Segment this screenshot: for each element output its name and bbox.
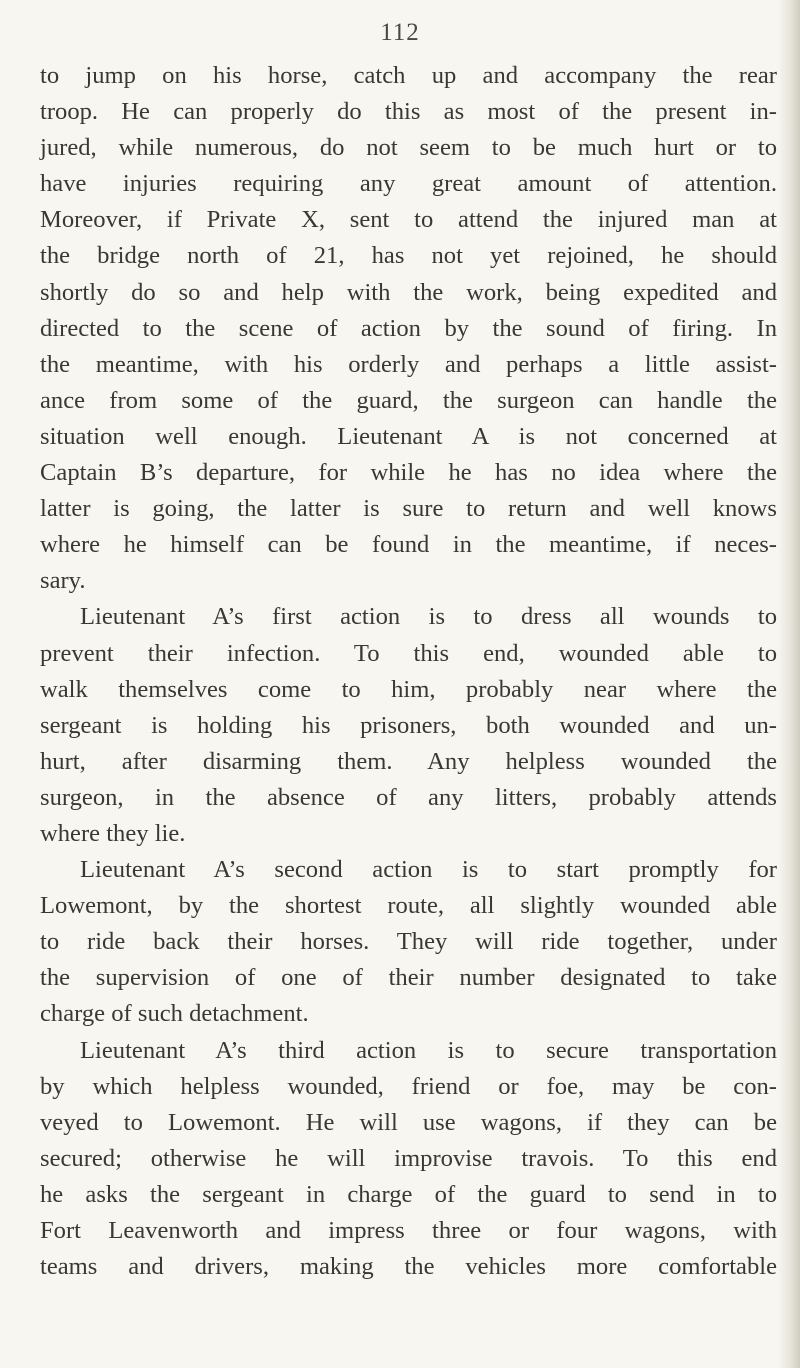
text-line: ance from some of the guard, the surgeon can handle the: [40, 386, 777, 414]
text-line: shortly do so and help with the work, being expedited and: [40, 278, 777, 306]
text-line: where he himself can be found in the meantime, if neces-: [40, 531, 777, 559]
text-line: where they lie.: [40, 819, 186, 847]
text-line: the meantime, with his orderly and perhaps a little assist-: [40, 350, 777, 378]
text-line: Lieutenant A’s second action is to start promptly for: [80, 856, 777, 884]
text-line: the supervision of one of their number designated to take: [40, 964, 777, 992]
text-line: Fort Leavenworth and impress three or four wagons, with: [40, 1217, 777, 1244]
text-line: the bridge north of 21, has not yet rejoined, he should: [40, 242, 777, 270]
text-line: he asks the sergeant in charge of the guard to send in to: [40, 1180, 777, 1208]
text-line: Lowemont, by the shortest route, all slightly wounded able: [40, 892, 777, 920]
text-line: situation well enough. Lieutenant A is not concerned at: [40, 422, 777, 450]
body-text: [40, 58, 777, 1285]
text-line: prevent their infection. To this end, wounded able to: [40, 639, 777, 667]
text-line: teams and drivers, making the vehicles more comfortable: [40, 1253, 777, 1281]
text-line: Lieutenant A’s first action is to dress all wounds to: [80, 603, 777, 631]
text-line: Lieutenant A’s third action is to secure transportation: [80, 1036, 777, 1064]
text-line: charge of such detachment.: [40, 1000, 309, 1028]
text-line: Moreover, if Private X, sent to attend the injured man at: [40, 206, 777, 234]
text-line: to jump on his horse, catch up and accompany the rear: [40, 62, 777, 89]
text-line: veyed to Lowemont. He will use wagons, if they can be: [40, 1108, 777, 1136]
text-line: secured; otherwise he will improvise travois. To this end: [40, 1144, 777, 1172]
page-number: 112: [380, 19, 420, 46]
text-line: by which helpless wounded, friend or foe, may be con-: [40, 1072, 777, 1100]
text-line: hurt, after disarming them. Any helpless wounded the: [40, 747, 777, 775]
text-line: surgeon, in the absence of any litters, probably attends: [40, 783, 777, 811]
text-line: sary.: [40, 567, 86, 595]
text-line: latter is going, the latter is sure to return and well knows: [40, 495, 777, 523]
text-line: have injuries requiring any great amount of attention.: [40, 170, 777, 198]
text-line: troop. He can properly do this as most of the present in-: [40, 98, 777, 126]
text-line: to ride back their horses. They will ride together, under: [40, 928, 777, 956]
text-line: walk themselves come to him, probably near where the: [40, 675, 777, 703]
text-line: sergeant is holding his prisoners, both wounded and un-: [40, 711, 777, 739]
page-edge-shadow: [778, 0, 800, 1368]
text-line: Captain B’s departure, for while he has no idea where the: [40, 459, 777, 487]
text-line: directed to the scene of action by the sound of firing. In: [40, 314, 777, 342]
text-line: jured, while numerous, do not seem to be much hurt or to: [40, 134, 777, 162]
